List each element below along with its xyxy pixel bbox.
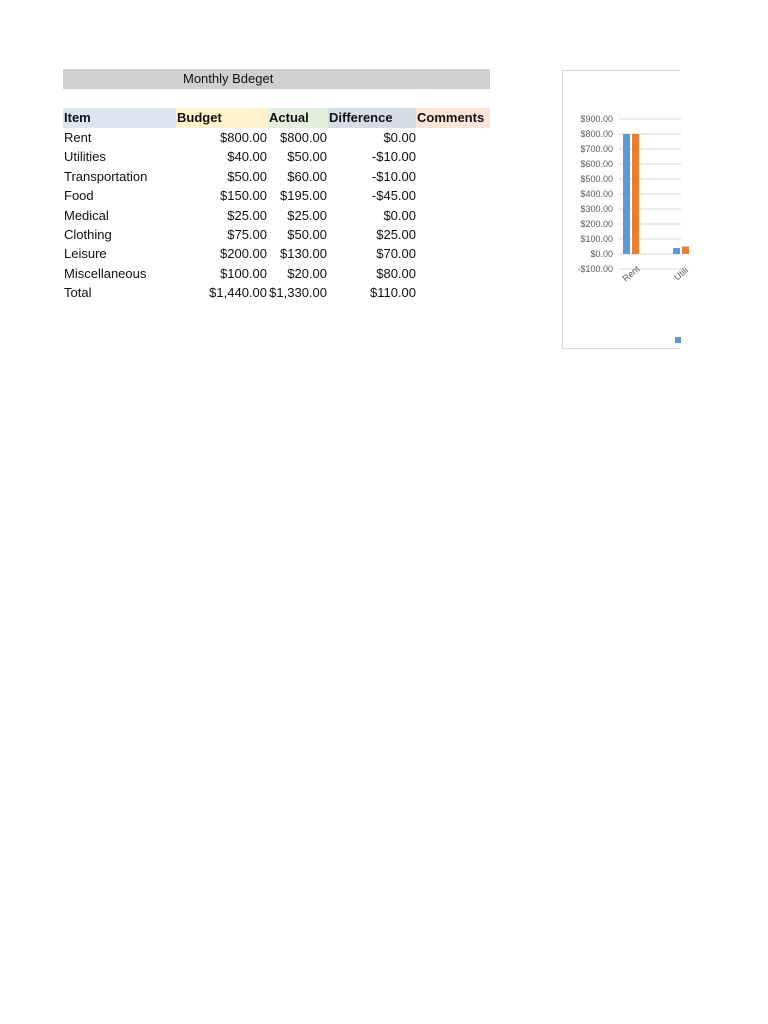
cell-difference: -$45.00 xyxy=(371,188,416,204)
chart-bar xyxy=(673,248,680,254)
budget-chart[interactable] xyxy=(562,70,691,349)
cell-item: Medical xyxy=(64,207,109,223)
header-budget: Budget xyxy=(176,108,268,128)
cell-budget: $25.00 xyxy=(227,207,267,223)
table-row xyxy=(63,128,490,147)
cell-budget: $1,440.00 xyxy=(209,285,267,301)
cell-actual: $130.00 xyxy=(280,246,327,262)
table-row xyxy=(63,283,490,302)
table-row xyxy=(63,147,490,166)
header-item: Item xyxy=(63,108,176,128)
cell-budget: $40.00 xyxy=(227,149,267,165)
chart-y-tick-label: $300.00 xyxy=(580,204,613,214)
sheet-title: Monthly Bdeget xyxy=(183,71,274,86)
cell-difference: $70.00 xyxy=(376,246,416,262)
chart-legend-marker xyxy=(675,337,681,343)
header-comments: Comments xyxy=(416,108,490,128)
cell-item: Transportation xyxy=(64,168,148,184)
cell-difference: $0.00 xyxy=(383,130,416,145)
table-row xyxy=(63,186,490,205)
chart-bar xyxy=(623,134,630,254)
cell-budget: $200.00 xyxy=(220,246,267,262)
chart-y-tick-label: $0.00 xyxy=(590,249,613,259)
chart-y-tick-label: $500.00 xyxy=(580,174,613,184)
chart-category-label: Utili xyxy=(672,265,691,283)
cell-budget: $100.00 xyxy=(220,265,267,281)
header-actual: Actual xyxy=(268,108,328,128)
chart-y-tick-label: $400.00 xyxy=(580,189,613,199)
chart-y-tick-label: $900.00 xyxy=(580,114,613,124)
chart-y-tick-label: -$100.00 xyxy=(577,264,613,274)
cell-difference: -$10.00 xyxy=(371,168,416,184)
cell-budget: $150.00 xyxy=(220,188,267,204)
cell-item: Miscellaneous xyxy=(64,265,147,281)
cell-actual: $50.00 xyxy=(287,149,327,165)
cell-budget: $800.00 xyxy=(220,130,267,145)
table-row xyxy=(63,206,490,225)
cell-actual: $800.00 xyxy=(280,130,327,145)
header-difference: Difference xyxy=(328,108,416,128)
table-row xyxy=(63,244,490,263)
chart-y-tick-label: $100.00 xyxy=(580,234,613,244)
cell-actual: $1,330.00 xyxy=(269,285,327,301)
cell-item: Total xyxy=(64,285,92,301)
cell-actual: $60.00 xyxy=(287,168,327,184)
cell-difference: $110.00 xyxy=(369,285,416,301)
cell-difference: $25.00 xyxy=(376,227,416,242)
cell-actual: $25.00 xyxy=(287,207,327,223)
cell-difference: $0.00 xyxy=(383,207,416,223)
chart-category-label: Rent xyxy=(620,263,642,284)
chart-bar xyxy=(682,247,689,255)
cell-difference: -$10.00 xyxy=(371,149,416,165)
cell-actual: $50.00 xyxy=(287,227,327,242)
cell-item: Rent xyxy=(64,130,92,145)
cell-actual: $20.00 xyxy=(287,265,327,281)
budget-chart-svg xyxy=(563,71,691,350)
cell-difference: $80.00 xyxy=(376,265,416,281)
chart-y-tick-label: $700.00 xyxy=(580,144,613,154)
chart-bar xyxy=(632,134,639,254)
table-row xyxy=(63,225,490,244)
cell-item: Food xyxy=(64,188,94,204)
sheet-title-bar xyxy=(63,69,490,89)
cell-item: Utilities xyxy=(64,149,106,165)
chart-y-tick-label: $200.00 xyxy=(580,219,613,229)
cell-item: Leisure xyxy=(64,246,107,262)
chart-y-tick-label: $600.00 xyxy=(580,159,613,169)
cell-budget: $75.00 xyxy=(227,227,267,242)
cell-actual: $195.00 xyxy=(280,188,327,204)
table-row xyxy=(63,167,490,186)
table-row xyxy=(63,264,490,283)
cell-item: Clothing xyxy=(64,227,112,242)
cell-budget: $50.00 xyxy=(227,168,267,184)
chart-y-tick-label: $800.00 xyxy=(580,129,613,139)
